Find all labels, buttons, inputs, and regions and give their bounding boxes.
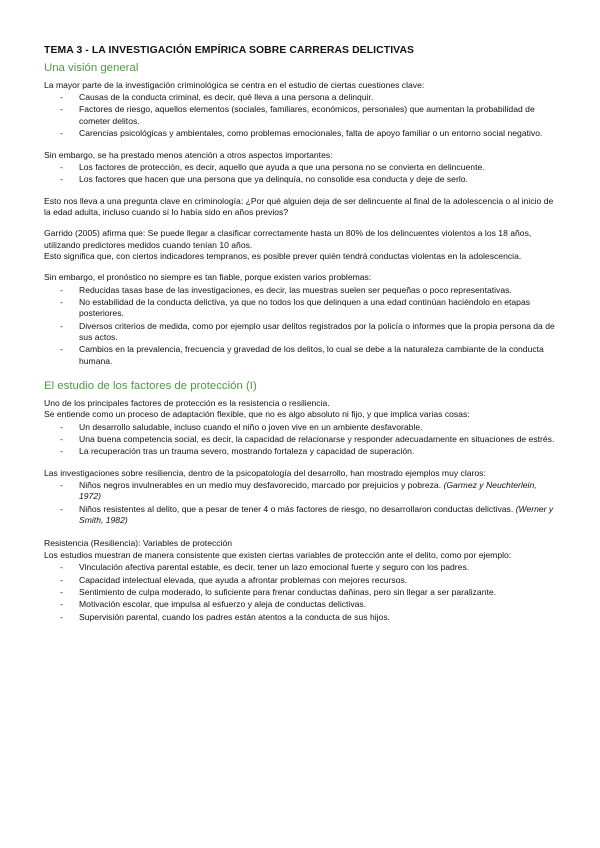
- bullet-dash: -: [60, 503, 63, 514]
- bullet-dash: -: [60, 161, 63, 172]
- list-item-text: La recuperación tras un trauma severo, mostrando fortaleza y capacidad de superación.: [79, 446, 415, 457]
- paragraph-intro: La mayor parte de la investigación criminológica se centra en el estudio de ciertas cuestiones clave:: [44, 79, 425, 90]
- citation: (Werner y Smith, 1982): [79, 503, 554, 526]
- list-item-text: Carencias psicológicas y ambientales, como problemas emocionales, falta de apoyo familiar o un entorno social negativo.: [79, 128, 543, 139]
- list-item-text: No estabilidad de la conducta delictiva, ya que no todos los que delinquen a una edad continúan haciéndolo en etapas posteriores.: [79, 296, 531, 319]
- list-item: [44, 128, 556, 139]
- list-item: [44, 321, 556, 344]
- bullet-dash: -: [60, 421, 63, 432]
- list-item: [44, 104, 556, 127]
- list-item: [44, 162, 556, 173]
- paragraph-problems: Sin embargo, el pronóstico no siempre es tan fiable, porque existen varios problemas:: [44, 272, 372, 283]
- bullet-dash: -: [60, 174, 63, 185]
- bullet-dash: -: [60, 599, 63, 610]
- list-other-aspects: [44, 162, 556, 186]
- list-item: [44, 174, 556, 185]
- list-item: [44, 344, 556, 367]
- paragraph-resilience-definition: Se entiende como un proceso de adaptación flexible, que no es algo absoluto ni fijo, y que implica varias cosas:: [44, 409, 470, 420]
- section-heading-protection: El estudio de los factores de protección (I): [44, 380, 257, 392]
- bullet-dash: -: [60, 344, 63, 355]
- paragraph-garrido-meaning: Esto significa que, con ciertos indicadores tempranos, es posible prever quién tendrá conductas violentas en la adolescencia.: [44, 250, 522, 261]
- subheading-protection-variables: Resistencia (Resiliencia): Variables de protección: [44, 538, 233, 549]
- paragraph-protection-variables: Los estudios muestran de manera consistente que existen ciertas variables de protección ante el delito, como por ejemplo:: [44, 549, 512, 560]
- list-item-text: Una buena competencia social, es decir, la capacidad de relacionarse y responder adecuadamente en situaciones de estrés.: [79, 434, 555, 445]
- bullet-dash: -: [60, 284, 63, 295]
- bullet-dash: -: [60, 434, 63, 445]
- list-item-text: Motivación escolar, que impulsa al esfuerzo y aleja de conductas delictivas.: [79, 599, 367, 610]
- bullet-dash: -: [60, 320, 63, 331]
- section-heading-overview: Una visión general: [44, 61, 139, 74]
- list-item: [44, 587, 556, 598]
- list-item-text: Los factores de protección, es decir, aquello que ayuda a que una persona no se convierta en delincuente.: [79, 161, 485, 172]
- bullet-dash: -: [60, 92, 63, 103]
- bullet-dash: -: [60, 586, 63, 597]
- list-item-text: Sentimiento de culpa moderado, lo suficiente para frenar conductas dañinas, pero sin llegar a ser paralizante.: [79, 586, 497, 597]
- paragraph-research-examples: Las investigaciones sobre resiliencia, dentro de la psicopatología del desarrollo, han mostrado ejemplos muy claros:: [44, 467, 486, 478]
- bullet-dash: -: [60, 104, 63, 115]
- list-item-text: Los factores que hacen que una persona que ya delinquía, no consolide esa conducta y deje de serlo.: [79, 174, 468, 185]
- bullet-dash: -: [60, 446, 63, 457]
- list-item: [44, 480, 556, 503]
- list-item: [44, 434, 556, 445]
- list-item: [44, 504, 556, 527]
- list-item: [44, 422, 556, 433]
- list-item-text: Un desarrollo saludable, incluso cuando el niño o joven vive en un ambiente desfavorable.: [79, 421, 423, 432]
- paragraph-other-aspects: Sin embargo, se ha prestado menos atención a otros aspectos importantes:: [44, 149, 333, 160]
- list-item-text: Vinculación afectiva parental estable, es decir, tener un lazo emocional fuerte y seguro con los padres.: [79, 562, 470, 573]
- list-item-text: Factores de riesgo, aquellos elementos (sociales, familiares, económicos, personales) que aumentan la probabilidad de cometer delitos.: [79, 104, 535, 126]
- bullet-dash: -: [60, 128, 63, 139]
- list-item: [44, 575, 556, 586]
- list-item-text: Supervisión parental, cuando los padres están atentos a la conducta de sus hijos.: [79, 611, 391, 622]
- paragraph-garrido: Garrido (2005) afirma que: Se puede llegar a clasificar correctamente hasta un 80% de los delincuentes violentos a los 18 años, utilizando predictores medidos cuando tenían 10 años.: [44, 228, 532, 250]
- list-item: [44, 297, 556, 320]
- list-resilience: [44, 422, 556, 458]
- list-research-examples: [44, 480, 556, 526]
- list-item: [44, 612, 556, 623]
- page-title: TEMA 3 - LA INVESTIGACIÓN EMPÍRICA SOBRE CARRERAS DELICTIVAS: [44, 45, 415, 56]
- list-item-text: Niños negros invulnerables en un medio muy desfavorecido, marcado por prejuicios y pobreza.: [79, 480, 442, 491]
- paragraph-resilience: Uno de los principales factores de protección es la resistencia o resiliencia.: [44, 398, 330, 409]
- list-item: [44, 562, 556, 573]
- paragraph-key-question: Esto nos lleva a una pregunta clave en criminología: ¿Por qué alguien deja de ser delincuente al final de la adolescencia o al inicio de la edad adulta, incluso cuando sí lo había sido en años previos?: [44, 195, 554, 217]
- list-item-text: Diversos criterios de medida, como por ejemplo usar delitos registrados por la policía o informes que la propia persona da de sus actos.: [79, 320, 555, 342]
- list-item: [44, 446, 556, 457]
- bullet-dash: -: [60, 296, 63, 307]
- bullet-dash: -: [60, 480, 63, 491]
- list-item-text: Cambios en la prevalencia, frecuencia y gravedad de los delitos, lo cual se debe a la naturaleza cambiante de la conducta humana.: [79, 344, 544, 366]
- citation: (Garmez y Neuchterlein, 1972): [79, 480, 537, 502]
- list-item: [44, 285, 556, 296]
- bullet-dash: -: [60, 574, 63, 585]
- list-item-text: Causas de la conducta criminal, es decir, qué lleva a una persona a delinquir.: [79, 92, 374, 103]
- list-item-text: Capacidad intelectual elevada, que ayuda a afrontar problemas con mejores recursos.: [79, 574, 408, 585]
- list-problems: [44, 285, 556, 367]
- list-key-issues: [44, 92, 556, 139]
- list-item-text: Niños resistentes al delito, que a pesar de tener 4 o más factores de riesgo, no desarrollaron conductas delictivas.: [79, 503, 514, 514]
- list-item: [44, 92, 556, 103]
- list-item-text: Reducidas tasas base de las investigaciones, es decir, las muestras suelen ser pequeñas o poco representativas.: [79, 284, 512, 295]
- bullet-dash: -: [60, 611, 63, 622]
- list-protection-variables: [44, 562, 556, 623]
- list-item: [44, 599, 556, 610]
- bullet-dash: -: [60, 562, 63, 573]
